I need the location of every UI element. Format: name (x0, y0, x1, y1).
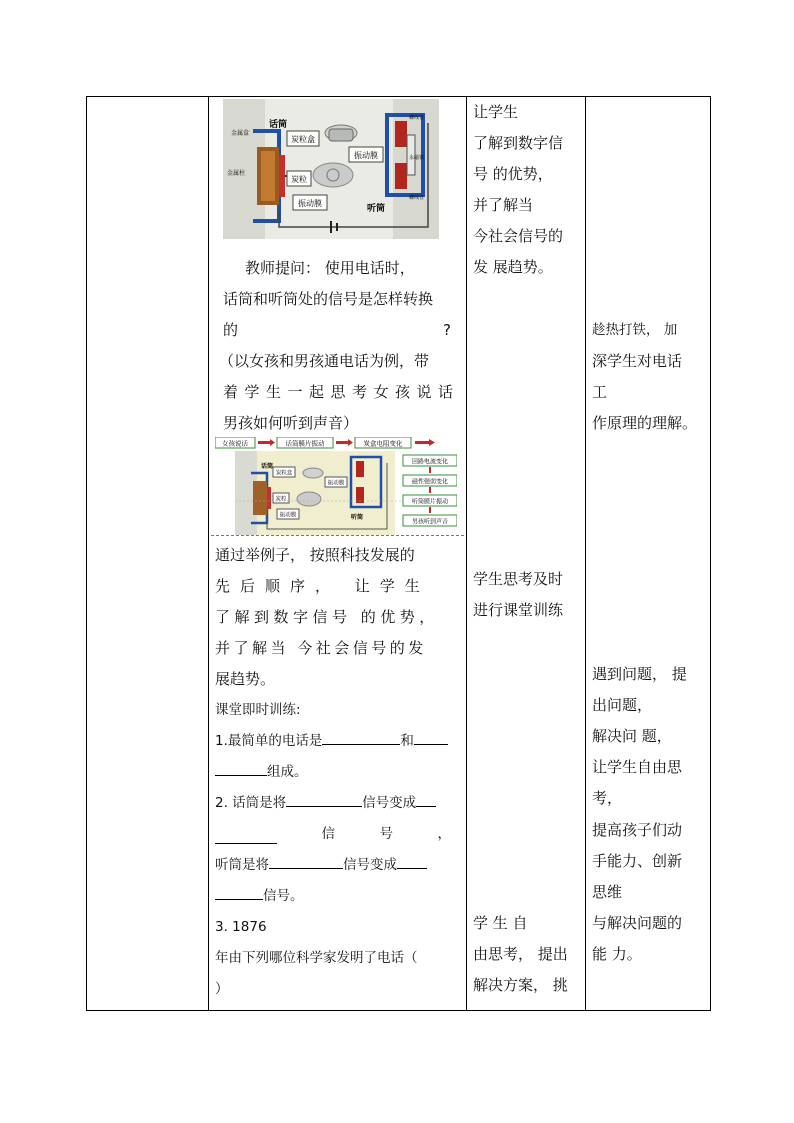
flow-step-3: 炭盒电阻变化 (363, 439, 403, 448)
signal-flow-diagram (215, 437, 457, 535)
para-line-1: 通过举例子， 按照科技发展的 (215, 546, 415, 564)
intent-text-11: 手能力、创新 (592, 852, 683, 870)
intent-text-7: 解决问 题， (592, 727, 672, 745)
label-huatong: 话筒 (269, 120, 288, 130)
question-3-line-3: ） (215, 981, 229, 997)
student-text-2: 了解到数字信 (473, 134, 564, 152)
label-tingtong: 听筒 (367, 204, 386, 214)
lesson-table (86, 96, 711, 1011)
label-tanlihe: 炭粒盒 (291, 135, 315, 144)
col-design-intent (586, 97, 711, 1011)
teacher-question-1: 教师提问： 使用电话时， (245, 259, 415, 277)
label2-tanlihe: 炭粒盒 (275, 470, 293, 477)
student-text-11: 解决方案， 挑 (473, 976, 568, 994)
label2-tingtong: 听筒 (351, 514, 364, 521)
student-text-9: 学 生 自 (473, 914, 528, 932)
col-stage (87, 97, 209, 1011)
intent-text-4: 作原理的理解。 (592, 414, 698, 432)
intent-text-3: 工 (592, 383, 608, 401)
student-text-10: 由思考， 提出 (473, 945, 568, 963)
label-xianquan-top: 螺线管 (409, 115, 425, 121)
label-zhendongmo-right: 振动膜 (354, 151, 378, 160)
answer-blank[interactable] (397, 851, 427, 869)
question-2-line-2: 信 号 ， (215, 819, 451, 850)
answer-blank[interactable] (414, 727, 448, 745)
answer-blank[interactable] (269, 851, 343, 869)
answer-blank[interactable] (215, 758, 267, 776)
flow-step-1: 女孩说话 (222, 439, 248, 448)
col-student-activity (467, 97, 586, 1011)
intent-text-9: 考， (592, 789, 623, 807)
intent-text-14: 能 力。 (592, 945, 642, 963)
answer-blank[interactable] (215, 826, 277, 844)
telephone-diagram (223, 99, 439, 239)
question-2-line-1: 2. 话筒是将 信号变成 (215, 788, 436, 819)
answer-blank[interactable] (416, 789, 436, 807)
teacher-question-4: （以女孩和男孩通电话为例，带 (219, 352, 430, 370)
intent-text-6: 出问题， (592, 696, 653, 714)
question-2-line-4: 信号。 (215, 881, 304, 912)
question-3-line-2: 年由下列哪位科学家发明了电话（ (215, 950, 418, 966)
student-text-7: 学生思考及时 (473, 570, 564, 588)
intent-text-12: 思维 (592, 883, 623, 901)
teacher-question-3: 的 ? (223, 321, 451, 339)
flow-step-7: 男孩听到声音 (411, 518, 449, 526)
label-xianquan-bottom: 螺线管 (409, 195, 425, 201)
student-text-5: 今社会信号的 (473, 227, 564, 245)
question-3-line-1: 3. 1876 (215, 919, 267, 935)
intent-text-5: 遇到问题， 提 (592, 665, 687, 683)
question-1-line-1: 1.最简单的电话是 和 (215, 726, 448, 757)
intent-text-10: 提高孩子们动 (592, 821, 683, 839)
flow-step-4: 回路电流变化 (411, 458, 449, 466)
para-line-3: 了解到数字信号 的优势， (215, 608, 439, 626)
flow-step-2: 话筒膜片振动 (285, 439, 325, 448)
label-jinshu-he: 金属盒 (231, 130, 250, 137)
intent-text-13: 与解决问题的 (592, 914, 683, 932)
label-jinshu-zhu: 金属柱 (227, 170, 246, 177)
teacher-question-2: 话筒和听筒处的信号是怎样转换 (223, 290, 434, 308)
teacher-question-5: 着学生一起思考女孩说话 (223, 383, 460, 401)
label-tanli: 炭粒 (291, 175, 307, 184)
label2-tanli: 炭粒 (275, 496, 287, 503)
student-text-6: 发 展趋势。 (473, 258, 553, 276)
student-text-8: 进行课堂训练 (473, 601, 564, 619)
para-line-2: 先后顺序， 让学生 (215, 577, 430, 595)
para-line-5: 展趋势。 (215, 670, 276, 688)
answer-blank[interactable] (286, 789, 362, 807)
col-teacher-activity (209, 97, 467, 1011)
question-2-line-3: 听筒是将 信号变成 (215, 850, 427, 881)
intent-text-2: 深学生对电话 (592, 352, 683, 370)
question-1-line-2: 组成。 (215, 757, 308, 788)
intent-text-8: 让学生自由思 (592, 758, 683, 776)
teacher-question-6: 男孩如何听到声音） (223, 414, 359, 432)
label2-huatong: 话筒 (261, 463, 274, 470)
para-line-4: 并了解当 今社会信号的发 (215, 639, 427, 657)
label2-zhendongmo-right: 振动膜 (327, 480, 345, 487)
flow-step-5: 磁性强弱变化 (411, 478, 449, 486)
flow-step-6: 听筒膜片振动 (411, 498, 449, 506)
label-zhendongmo: 振动膜 (298, 199, 322, 208)
student-text-4: 并了解当 (473, 196, 534, 214)
student-text-3: 号 的优势， (473, 165, 553, 183)
intent-text-1: 趁热打铁， 加 (592, 322, 678, 338)
training-title: 课堂即时训练: (215, 702, 301, 718)
answer-blank[interactable] (215, 882, 263, 900)
label2-zhendongmo: 振动膜 (279, 512, 297, 519)
dashed-divider (211, 535, 464, 536)
student-text-1: 让学生 (473, 103, 519, 121)
label-citie: 永磁铁 (409, 155, 425, 161)
answer-blank[interactable] (322, 727, 400, 745)
